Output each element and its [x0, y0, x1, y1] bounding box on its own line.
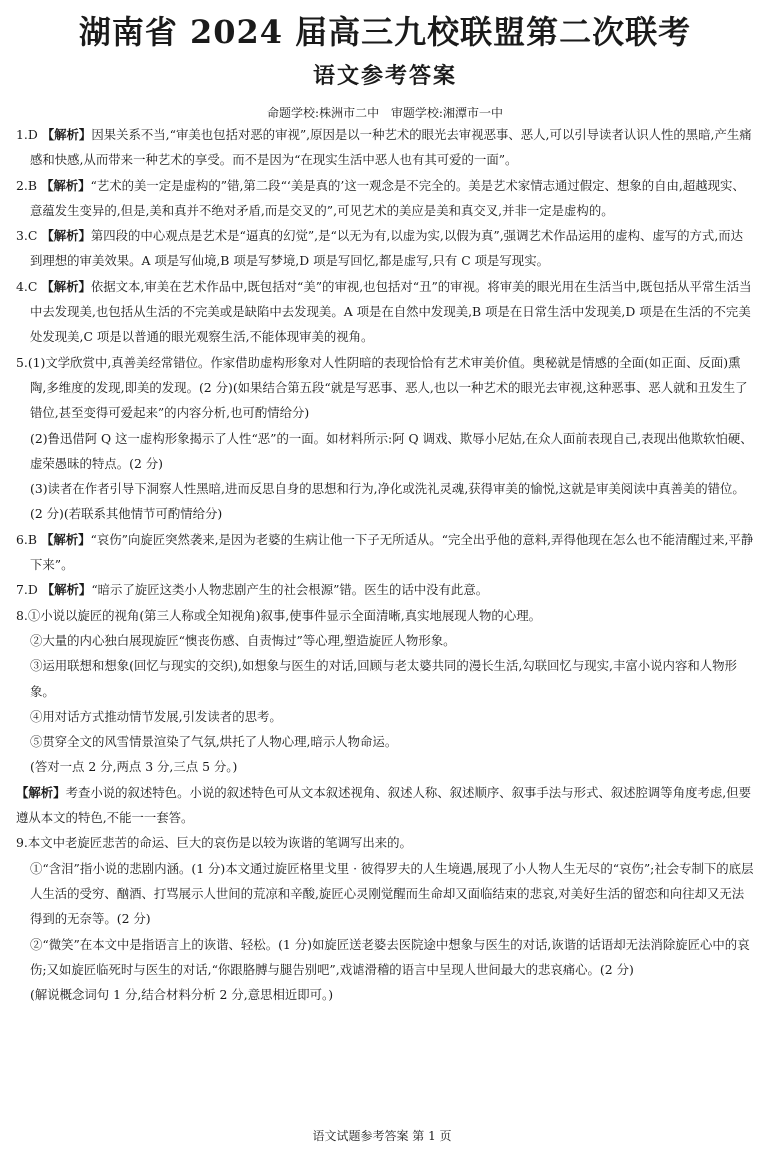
analysis-tag: 【解析】 [40, 531, 91, 547]
answer-5-part-2: (2)鲁迅借阿 Q 这一虚构形象揭示了人性“恶”的一面。如材料所示:阿 Q 调戏、欺辱小尼姑,在众人面前表现自己,表现出他欺软怕硬、虚荣愚昧的特点。(2 分) [30, 430, 753, 471]
analysis-tag: 【解析】 [41, 127, 92, 142]
analysis-tag: 【解析】 [16, 784, 66, 800]
answer-9-point-1: ①“含泪”指小说的悲剧内涵。(1 分)本文通过旋匠格里戈里 · 彼得罗夫的人生境遇,展现了小人物人生无尽的“哀伤”;社会专制下的底层人生活的受穷、酗酒、打骂展示人世间的荒凉和辛酸,旋匠心灵刚觉醒而生命却又面临结束的悲哀,对美好生活的留恋和向往却又无法得到的无奈等。(2 分) [30, 860, 754, 927]
credits-line [16, 104, 754, 122]
answer-letter: C [27, 278, 38, 294]
answer-8-point-5: ⑤贯穿全文的风雪情景渲染了气氛,烘托了人物心理,暗示人物命运。 [30, 734, 398, 750]
answer-letter: B [27, 177, 37, 193]
answer-2: 2.B 【解析】“艺术的美一定是虚构的”错,第二段“‘美是真的’这一观念是不完全的。美是艺术家情志通过假定、想象的自由,超越现实、意蕴发生变异的,但是,美和真并不绝对矛盾,而是交叉的”,可见艺术的美应是美和真交叉,并非一定是虚构的。 [16, 177, 745, 218]
author-school: 命题学校:株洲市二中 [267, 106, 380, 120]
analysis-tag: 【解析】 [41, 582, 92, 598]
page-title: 湖南省 2024 届高三九校联盟第二次联考 [78, 13, 692, 51]
answer-4: 4.C 【解析】依据文本,审美在艺术作品中,既包括对“美”的审视,也包括对“丑”的审视。将审美的眼光用在生活当中,既包括从平常生活当中去发现美,也包括从生活的不完美或是缺陷中去发现美。A 项是在自然中发现美,B 项是在日常生活中发现美,D 项是在生活的不完美处发现美,C 项是以普通的眼光观察生活,不能体现审美的视角。 [16, 278, 752, 345]
answer-9-scoring: (解说概念词句 1 分,结合材料分析 2 分,意思相近即可。) [30, 987, 334, 1003]
answer-9-point-2: ②“微笑”在本文中是指语言上的诙谐、轻松。(1 分)如旋匠送老婆去医院途中想象与医生的对话,诙谐的话语却无法消除旋匠心中的哀伤;又如旋匠临死时与医生的对话,“你跟胳膊与腿告别吧”,戏谑滑稽的语言中呈现人世间最大的悲哀痛心。(2 分) [30, 936, 750, 977]
answer-5-part-1: 5.(1)文学欣赏中,真善美经常错位。作家借助虚构形象对人性阴暗的表现恰恰有艺术审美价值。奥秘就是情感的全面(如正面、反面)熏陶,多维度的发现,即美的发现。(2 分)(如果结合第五段“就是写恶事、恶人,也以一种艺术的眼光去审视,这种恶事、恶人就和丑发生了错位,甚至变得可爱起来”的内容分析,也可酌情给分) [16, 354, 748, 421]
answer-6: 6.B 【解析】“哀伤”向旋匠突然袭来,是因为老婆的生病让他一下子无所适从。“完全出乎他的意料,弄得他现在怎么也不能清醒过来,平静下来”。 [16, 531, 754, 573]
answer-letter: C [27, 228, 38, 244]
answer-8-point-4: ④用对话方式推动情节发展,引发读者的思考。 [30, 708, 282, 724]
answer-8-point-2: ②大量的内心独白展现旋匠“懊丧伤感、自责悔过”等心理,塑造旋匠人物形象。 [30, 632, 456, 648]
answer-3: 3.C 【解析】第四段的中心观点是艺术是“逼真的幻觉”,是“以无为有,以虚为实,以假为真”,强调艺术作品运用的虚构、虚写的方式,而达到理想的审美效果。A 项是写仙境,B 项是写梦境,D 项是写回忆,都是虚写,只有 C 项是写现实。 [16, 228, 744, 269]
page-subtitle: 语文参考答案 [312, 63, 457, 89]
answer-5-part-3: (3)读者在作者引导下洞察人性黑暗,进而反思自身的思想和行为,净化或洗礼灵魂,获得审美的愉悦,这就是审美阅读中真善美的错位。(2 分)(若联系其他情节可酌情给分) [30, 481, 745, 522]
review-school: 审题学校:湘潭市一中 [390, 106, 503, 120]
answer-8-scoring: (答对一点 2 分,两点 3 分,三点 5 分。) [30, 759, 238, 775]
answer-8-point-3: ③运用联想和想象(回忆与现实的交织),如想象与医生的对话,回顾与老太婆共同的漫长生活,勾联回忆与现实,丰富小说内容和人物形象。 [30, 658, 737, 699]
analysis-tag: 【解析】 [41, 228, 91, 244]
answer-letter: D [27, 127, 38, 142]
page-footer: 语文试题参考答案 第 1 页 [312, 1129, 452, 1143]
answer-1: 1.D 【解析】因果关系不当,“审美也包括对恶的审视”,原因是以一种艺术的眼光去审视恶事、恶人,可以引导读者认识人性的黑暗,产生痛感和快感,从而带来一种艺术的享受。而不是因为“在现实生活中恶人也有其可爱的一面”。 [16, 127, 752, 168]
answer-9-intro: 9.本文中老旋匠悲苦的命运、巨大的哀伤是以较为诙谐的笔调写出来的。 [16, 835, 412, 851]
answer-letter: B [27, 531, 37, 547]
answer-7: 7.D 【解析】“暗示了旋匠这类小人物悲剧产生的社会根源”错。医生的话中没有此意。 [16, 582, 489, 598]
analysis-tag: 【解析】 [40, 177, 91, 193]
analysis-tag: 【解析】 [41, 278, 91, 294]
answer-content [16, 122, 754, 1007]
answer-letter: D [27, 582, 38, 598]
answer-8-point-1: 8.①小说以旋匠的视角(第三人称或全知视角)叙事,使事件显示全面清晰,真实地展现人物的心理。 [16, 607, 541, 623]
answer-8-analysis: 【解析】考查小说的叙述特色。小说的叙述特色可从文本叙述视角、叙述人称、叙述顺序、叙事手法与形式、叙述腔调等角度考虑,但要遵从本文的特色,不能一一套答。 [16, 784, 751, 826]
